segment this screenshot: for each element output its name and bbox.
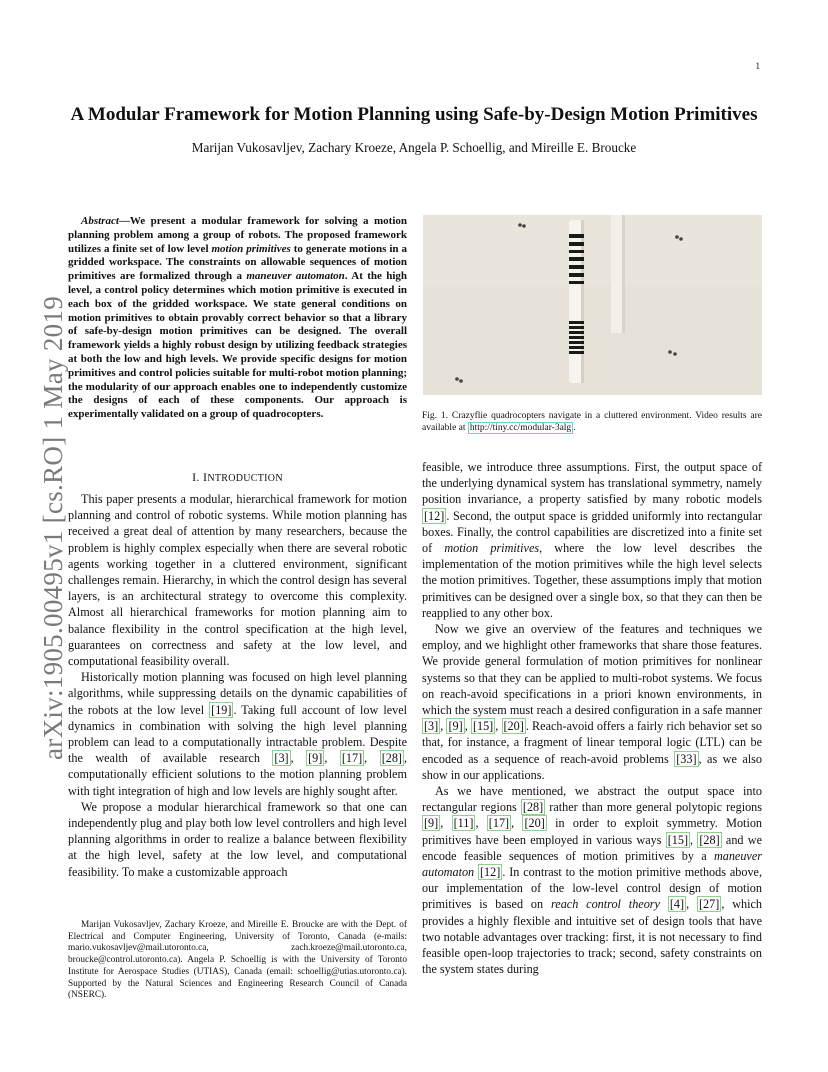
separator: , [324,751,340,766]
figure-caption [422,410,762,434]
arxiv-identifier: arXiv:1905.00495v1 [cs.RO] 1 May 2019 [38,295,68,760]
citation-link[interactable]: [20] [524,816,545,831]
separator: , [495,719,502,734]
citation-link[interactable]: [15] [667,832,689,847]
paragraph: This paper presents a modular, hierarchical framework for motion planning and control of robotic systems. While motion planning has received a great deal of attention by many researchers, because the problem is highly complex especially when there are several robotic agents working together in a cluttered environment, significant challenges remain. Hierarchy, in which the control design has several layers, is an architectural strategy to overcome this complexity. Almost all hierarchical frameworks for motion planning aim to balance flexibility in the control specification at the high level, guarantees on correctness and safety at the low level, and computational feasibility overall. [68,492,407,669]
text: Now we give an overview of the features and techniques we employ, and we highlight other frameworks that share those features. We provide general formulation of motion primitives for nonlinear systems so that they can be applied to multi-robot systems. We focus on reach-avoid specifications in a priori known environments, in which the system must reach a desired configuration in a safe manner [422,622,762,718]
separator: , [440,816,452,831]
text: . In contrast to the motion primitive methods above, our implementation of the low-level control design of motion primitives is based on [422,865,762,912]
emphasis: motion primitives [444,541,540,556]
text: . Second, the output space is gridded uniformly into rectangular boxes. Finally, the control capabilities are discretized into a finite set of [422,508,762,556]
text: . Reach-avoid offers a fairly rich behavior set so that, for instance, a fragment of linear temporal logic (LTL) can be encoded as a sequence of reach-avoid problems [422,719,763,766]
pole-right [611,215,625,333]
citation-link[interactable]: [17] [488,816,510,831]
citation-link[interactable]: [9] [448,719,463,734]
citation-link[interactable]: [9] [424,816,439,831]
text: feasible, we introduce three assumptions. First, the output space of the underlying dynamical system has translational symmetry, namely position invariance, a property satisfied by many robotic models [422,460,762,507]
author-footnote: Marijan Vukosavljev, Zachary Kroeze, and Mireille E. Broucke are with the Dept. of Electrical and Computer Engineering, University of Toronto, Canada (e-mails: mario.vukosavljev@mail.utoronto.ca, zach.kroeze@mail.utoronto.ca, broucke@control.utoronto.ca). Angela P. Schoellig is with the University of Toronto Institute for Aerospace Studies (UTIAS), Canada (email: schoellig@utias.utoronto.ca). Supported by the Natural Sciences and Engineering Research Council of Canada (NSERC). [68,920,407,1001]
separator: , [686,897,697,912]
section-title: NTRODUCTION [207,473,283,484]
text: , which provides a highly flexible and intuitive set of design tools that have two notable advantages over tracking: first, it is not necessary to find feasible open-loop trajectories to track; second, safety constraints on the system states during [422,897,763,977]
left-column [68,491,407,880]
citation-link[interactable]: [12] [424,508,445,523]
paragraph: We propose a modular hierarchical framework so that one can independently plug and play both low level controllers and high level planning algorithms in order to realize a balance between flexibility at the high level, safety at the low level, and computational feasibility. To make a customizable approach [68,799,407,879]
author-list: Marijan Vukosavljev, Zachary Kroeze, Angela P. Schoellig, and Mireille E. Broucke [191,140,637,155]
citation-link[interactable]: [3] [274,751,289,766]
citation-link[interactable]: [9] [308,751,323,766]
citation-link[interactable]: [20] [503,719,524,734]
text: Historically motion planning was focused on high level planning algorithms, while suppressing details on the dynamic capabilities of the robots at the low level [68,670,407,717]
citation-link[interactable]: [15] [472,719,494,734]
section-heading-introduction [68,470,407,485]
abstract-dash: — [118,215,130,227]
citation-link[interactable]: [19] [211,702,232,717]
citation-link[interactable]: [28] [699,832,720,847]
citation-link[interactable]: [28] [381,751,402,766]
paragraph [422,783,762,977]
text: . Taking full account of low level dynamics in combination with solving the high level planning problem can lead to a computationally intractable problem. Despite the wealth of available research [68,702,408,766]
paragraph [68,669,407,799]
text: , computationally efficient solutions to the motion planning problem with tight integration of high and low levels are highly sought after. [68,751,408,798]
text: and we encode feasible sequences of motion primitives by a [422,832,763,863]
abstract-text-1: We present a modular framework for solving a motion planning problem among a group of robots. The proposed framework utilizes a finite set of low level [68,215,407,255]
citation-link[interactable]: [17] [341,751,363,766]
paragraph [422,621,762,783]
citation-link[interactable]: [12] [480,865,501,880]
citation-link[interactable]: [11] [453,816,474,831]
text: in order to exploit symmetry. Motion primitives have been employed in various ways [422,816,763,847]
separator: , [364,751,380,766]
paper-title: A Modular Framework for Motion Planning using Safe-by-Design Motion Primitives [70,104,758,125]
caption-text: Fig. 1. Crazyflie quadrocopters navigate in a cluttered environment. Video results are available at [422,411,762,434]
text: As we have mentioned, we abstract the output space into rectangular regions [422,784,762,815]
section-numeral: I. I [192,470,208,484]
paragraph [422,459,762,621]
separator: , [290,751,307,766]
abstract-emphasis-2: maneuver automaton [246,270,345,283]
separator: , [464,719,471,734]
citation-link[interactable]: [4] [669,897,685,912]
caption-end: . [573,423,576,434]
abstract [68,215,407,422]
emphasis: reach control theory [551,897,660,912]
citation-link[interactable]: [28] [522,800,544,815]
citation-link[interactable]: [33] [676,751,697,766]
separator: , [690,832,698,847]
emphasis: maneuver automaton [422,848,762,880]
separator: , [475,816,487,831]
citation-link[interactable]: [3] [424,719,439,734]
abstract-emphasis-1: motion primitives [211,242,291,255]
figure-image [423,215,762,395]
abstract-text-3: . At the high level, a control policy determines which motion primitive is executed in each box of the gridded workspace. We state general conditions on motion primitives to obtain provably correct behavior so that a library of safe-by-design motion primitives can be designed. The overall framework yields a highly robust design by utilizing feedback strategies at both the low and high levels. We provide specific designs for motion primitives and control policies suitable for multi-robot motion planning; the modularity of our approach enables one to independently customize the designs of each of these components. Our approach is experimentally validated on a group of quadrocopters. [68,270,407,421]
abstract-text-2: to generate motions in a gridded workspace. The constraints on allowable sequences of motion primitives are formalized through a [68,242,407,283]
separator: , [511,816,523,831]
text: rather than more general polytopic regions [545,800,763,815]
separator: , [440,719,447,734]
citation-link[interactable]: [27] [699,897,720,912]
abstract-label: Abstract [81,215,119,227]
quadrocopter-photo [423,215,762,395]
text: , as we also show in our applications. [422,751,762,782]
pole-center [569,220,584,383]
text: , where the low level describes the implementation of the motion primitives while the high level selects the motion primitives. Together, these assumptions imply that motion primitives can be designed over a single box, so that they can then be reapplied to any other box. [422,541,762,620]
page-number: 1 [755,61,760,71]
right-column [422,459,762,978]
video-link[interactable]: http://tiny.cc/modular-3alg [469,423,572,434]
